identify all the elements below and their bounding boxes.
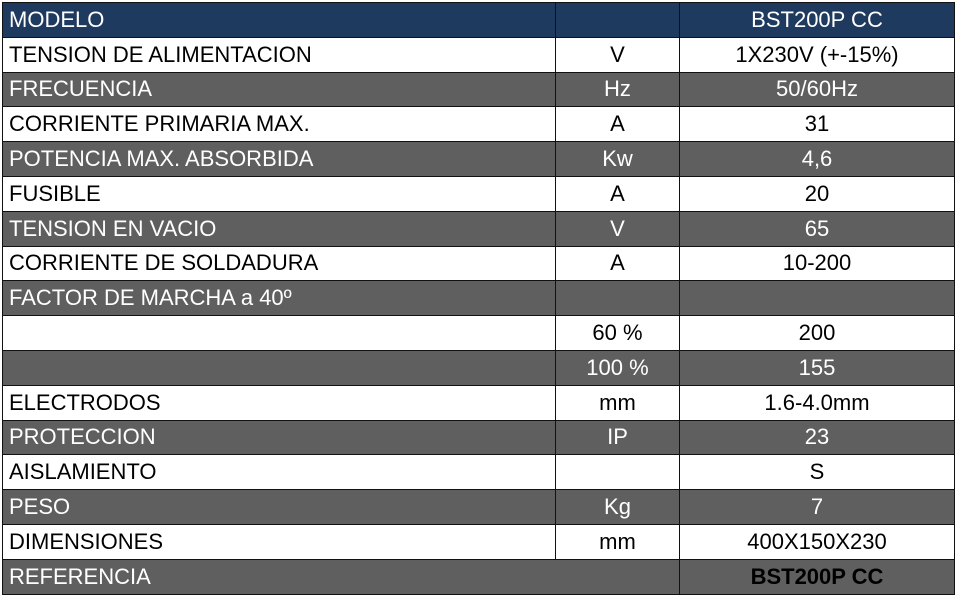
row-label: FRECUENCIA bbox=[3, 72, 556, 107]
row-label: DIMENSIONES bbox=[3, 524, 556, 559]
header-row bbox=[3, 3, 955, 38]
row-value: 65 bbox=[680, 211, 955, 246]
row-value: 1X230V (+-15%) bbox=[680, 37, 955, 72]
row-unit: 100 % bbox=[556, 350, 680, 385]
footer-row bbox=[3, 559, 955, 594]
footer-reference: BST200P CC bbox=[680, 559, 955, 594]
row-value: 200 bbox=[680, 316, 955, 351]
row-value: 4,6 bbox=[680, 142, 955, 177]
header-model: BST200P CC bbox=[680, 3, 955, 38]
row-label bbox=[3, 350, 556, 385]
row-label: CORRIENTE PRIMARIA MAX. bbox=[3, 107, 556, 142]
spec-table-body bbox=[3, 3, 955, 595]
table-row bbox=[3, 524, 955, 559]
table-row bbox=[3, 72, 955, 107]
row-value bbox=[680, 281, 955, 316]
table-row bbox=[3, 385, 955, 420]
row-label: ELECTRODOS bbox=[3, 385, 556, 420]
row-unit: Hz bbox=[556, 72, 680, 107]
row-label: PESO bbox=[3, 490, 556, 525]
table-row bbox=[3, 142, 955, 177]
row-unit bbox=[556, 455, 680, 490]
table-row bbox=[3, 211, 955, 246]
row-value: S bbox=[680, 455, 955, 490]
row-label: FUSIBLE bbox=[3, 176, 556, 211]
row-label bbox=[3, 316, 556, 351]
row-unit: V bbox=[556, 37, 680, 72]
row-unit: Kw bbox=[556, 142, 680, 177]
row-value: 155 bbox=[680, 350, 955, 385]
row-unit: V bbox=[556, 211, 680, 246]
table-row bbox=[3, 420, 955, 455]
footer-unit bbox=[556, 559, 680, 594]
row-unit bbox=[556, 281, 680, 316]
row-value: 31 bbox=[680, 107, 955, 142]
row-unit: mm bbox=[556, 385, 680, 420]
header-label: MODELO bbox=[3, 3, 556, 38]
table-row bbox=[3, 246, 955, 281]
table-row bbox=[3, 37, 955, 72]
footer-label: REFERENCIA bbox=[3, 559, 556, 594]
row-label: POTENCIA MAX. ABSORBIDA bbox=[3, 142, 556, 177]
row-label: TENSION DE ALIMENTACION bbox=[3, 37, 556, 72]
header-unit bbox=[556, 3, 680, 38]
row-label: FACTOR DE MARCHA a 40º bbox=[3, 281, 556, 316]
row-unit: IP bbox=[556, 420, 680, 455]
table-row bbox=[3, 281, 955, 316]
row-unit: 60 % bbox=[556, 316, 680, 351]
row-value: 10-200 bbox=[680, 246, 955, 281]
row-label: AISLAMIENTO bbox=[3, 455, 556, 490]
row-label: PROTECCION bbox=[3, 420, 556, 455]
row-value: 20 bbox=[680, 176, 955, 211]
table-row bbox=[3, 455, 955, 490]
row-value: 50/60Hz bbox=[680, 72, 955, 107]
row-unit: mm bbox=[556, 524, 680, 559]
row-unit: A bbox=[556, 107, 680, 142]
table-row bbox=[3, 176, 955, 211]
row-value: 23 bbox=[680, 420, 955, 455]
row-unit: Kg bbox=[556, 490, 680, 525]
spec-table bbox=[2, 2, 955, 595]
row-value: 400X150X230 bbox=[680, 524, 955, 559]
table-row bbox=[3, 107, 955, 142]
row-unit: A bbox=[556, 176, 680, 211]
row-label: CORRIENTE DE SOLDADURA bbox=[3, 246, 556, 281]
row-value: 1.6-4.0mm bbox=[680, 385, 955, 420]
row-value: 7 bbox=[680, 490, 955, 525]
table-row bbox=[3, 350, 955, 385]
table-row bbox=[3, 490, 955, 525]
row-unit: A bbox=[556, 246, 680, 281]
table-row bbox=[3, 316, 955, 351]
row-label: TENSION EN VACIO bbox=[3, 211, 556, 246]
